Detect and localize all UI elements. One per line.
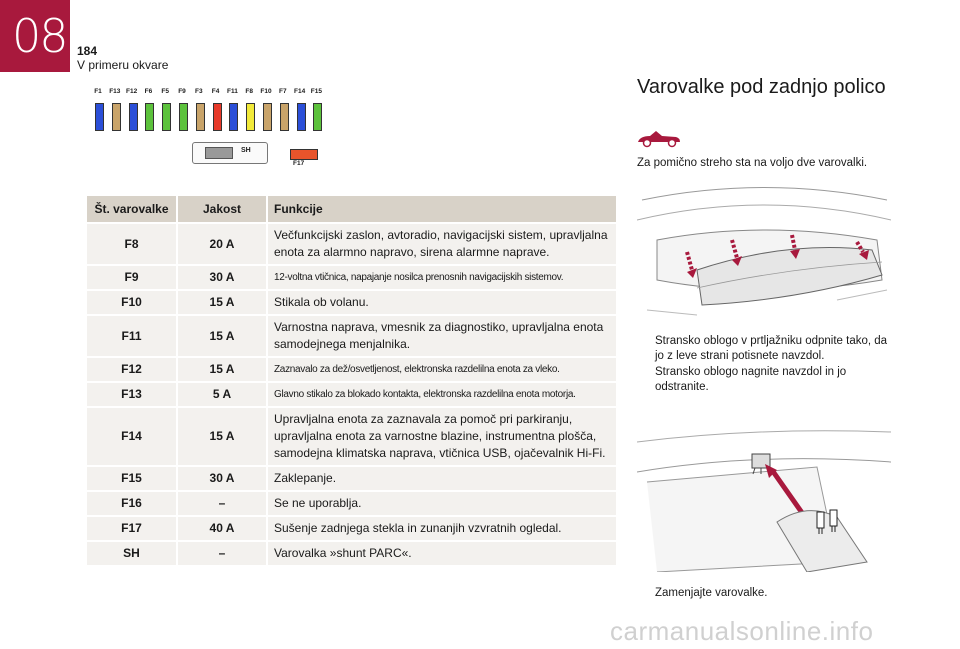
fuse-code: SH bbox=[87, 541, 177, 565]
fuse-f15 bbox=[313, 103, 322, 131]
table-row bbox=[87, 516, 616, 541]
fuse-rating: 20 A bbox=[177, 223, 267, 265]
fuse-f11 bbox=[229, 103, 238, 131]
fuse-function: Se ne uporablja. bbox=[267, 491, 616, 516]
table-row bbox=[87, 541, 616, 565]
fuse-code: F13 bbox=[87, 382, 177, 407]
fuse-code: F17 bbox=[87, 516, 177, 541]
fuse-code: F11 bbox=[87, 315, 177, 357]
fuse-code: F16 bbox=[87, 491, 177, 516]
fuse-label-f14: F14 bbox=[293, 88, 306, 95]
page-number: 184 bbox=[77, 44, 98, 58]
fuse-label-f1: F1 bbox=[94, 88, 102, 95]
fuse-label-f15: F15 bbox=[310, 88, 322, 95]
fuse-f10 bbox=[263, 103, 272, 131]
instruction-text: Stransko oblogo v prtljažniku odpnite tako, da jo z leve strani potisnete navzdol. bbox=[655, 335, 888, 362]
fuse-label-f8: F8 bbox=[245, 88, 253, 95]
fuse-f5 bbox=[162, 103, 171, 131]
fuse-code: F8 bbox=[87, 223, 177, 265]
fuse-box-diagram bbox=[94, 88, 334, 170]
fuse-function: Zaznavalo za dež/osvetljenost, elektronska razdelilna enota za vleko. bbox=[267, 357, 616, 382]
fuse-f12 bbox=[129, 103, 138, 131]
fuse-rating: 15 A bbox=[177, 290, 267, 315]
fuse-rating: 30 A bbox=[177, 265, 267, 290]
table-row bbox=[87, 265, 616, 290]
fuse-label-f3: F3 bbox=[195, 88, 203, 95]
fuse-f13 bbox=[112, 103, 121, 131]
header-rating: Jakost bbox=[177, 196, 267, 223]
fuse-f17-label: F17 bbox=[293, 160, 305, 167]
fuse-label-f4: F4 bbox=[211, 88, 220, 95]
table-row bbox=[87, 466, 616, 491]
fuse-f14 bbox=[297, 103, 306, 131]
fuse-rating: 15 A bbox=[177, 357, 267, 382]
fuse-code: F15 bbox=[87, 466, 177, 491]
shunt-fuse-label: SH bbox=[241, 147, 251, 154]
fuse-table bbox=[87, 196, 616, 565]
table-row bbox=[87, 290, 616, 315]
fuse-label-f11: F11 bbox=[226, 88, 238, 95]
fuse-label-f7: F7 bbox=[279, 88, 287, 95]
fuse-f8 bbox=[246, 103, 255, 131]
shunt-fuse-sh bbox=[192, 142, 268, 164]
fuse-function: Stikala ob volanu. bbox=[267, 290, 616, 315]
chapter-number: 08 bbox=[0, 0, 70, 72]
fuse-label-f12: F12 bbox=[125, 88, 138, 95]
fuse-function: Večfunkcijski zaslon, avtoradio, navigacijski sistem, upravljalna enota za alarmno napravo, sirena alarmne naprave. bbox=[267, 223, 616, 265]
fuse-location-illustration bbox=[637, 422, 891, 572]
fuse-function: Sušenje zadnjega stekla in zunanjih vzvratnih ogledal. bbox=[267, 516, 616, 541]
fuse-function: 12-voltna vtičnica, napajanje nosilca prenosnih navigacijskih sistemov. bbox=[267, 265, 616, 290]
fuse-function: Glavno stikalo za blokado kontakta, elektronska razdelilna enota motorja. bbox=[267, 382, 616, 407]
fuse-f1 bbox=[95, 103, 104, 131]
fuse-rating: 30 A bbox=[177, 466, 267, 491]
fuse-table-header bbox=[87, 196, 616, 223]
fuse-f4 bbox=[213, 103, 222, 131]
fuse-f7 bbox=[280, 103, 289, 131]
fuse-label-f13: F13 bbox=[109, 88, 121, 95]
fuse-f17 bbox=[290, 149, 318, 160]
instruction-text: Zamenjajte varovalke. bbox=[655, 587, 768, 599]
rear-shelf-fuses-title: Varovalke pod zadnjo polico bbox=[637, 76, 886, 98]
fuse-code: F14 bbox=[87, 407, 177, 466]
table-row bbox=[87, 407, 616, 466]
shunt-fuse-body bbox=[205, 147, 233, 159]
table-row bbox=[87, 315, 616, 357]
instruction-bullet bbox=[637, 365, 897, 395]
fuse-rating: – bbox=[177, 491, 267, 516]
fuse-rating: – bbox=[177, 541, 267, 565]
intro-text: Za pomično streho sta na voljo dve varovalki. bbox=[637, 157, 868, 169]
instruction-bullet bbox=[637, 586, 897, 601]
fuse-code: F10 bbox=[87, 290, 177, 315]
fuse-code: F12 bbox=[87, 357, 177, 382]
fuse-rating: 15 A bbox=[177, 315, 267, 357]
fuse-label-f9: F9 bbox=[178, 88, 186, 95]
fuse-f9 bbox=[179, 103, 188, 131]
header-fuse-number: Št. varovalke bbox=[87, 196, 177, 223]
fuse-f6 bbox=[145, 103, 154, 131]
fuse-function: Upravljalna enota za zaznavala za pomoč pri parkiranju, upravljalna enota za varnostne blazine, instrumentna plošča, samodejna klimatska naprava, vtičnica USB, ojačevalnik Hi-Fi. bbox=[267, 407, 616, 466]
instruction-bullet bbox=[637, 334, 897, 364]
fuse-rating: 15 A bbox=[177, 407, 267, 466]
section-title: V primeru okvare bbox=[77, 58, 169, 72]
table-row bbox=[87, 357, 616, 382]
convertible-car-icon bbox=[636, 128, 682, 148]
fuse-f3 bbox=[196, 103, 205, 131]
watermark: carmanualsonline.info bbox=[610, 616, 874, 646]
fuse-rating: 5 A bbox=[177, 382, 267, 407]
fuse-label-f5: F5 bbox=[161, 88, 169, 95]
fuse-function: Zaklepanje. bbox=[267, 466, 616, 491]
fuse-label-f10: F10 bbox=[260, 88, 272, 95]
rear-shelf-illustration bbox=[637, 180, 891, 328]
fuse-function: Varovalka »shunt PARC«. bbox=[267, 541, 616, 565]
table-row bbox=[87, 491, 616, 516]
fuse-code: F9 bbox=[87, 265, 177, 290]
table-row bbox=[87, 223, 616, 265]
instruction-text: Stransko oblogo nagnite navzdol in jo odstranite. bbox=[655, 366, 847, 393]
header-functions: Funkcije bbox=[267, 196, 616, 223]
fuse-rating: 40 A bbox=[177, 516, 267, 541]
fuse-function: Varnostna naprava, vmesnik za diagnostiko, upravljalna enota samodejnega menjalnika. bbox=[267, 315, 616, 357]
fuse-label-f6: F6 bbox=[144, 88, 153, 95]
table-row bbox=[87, 382, 616, 407]
